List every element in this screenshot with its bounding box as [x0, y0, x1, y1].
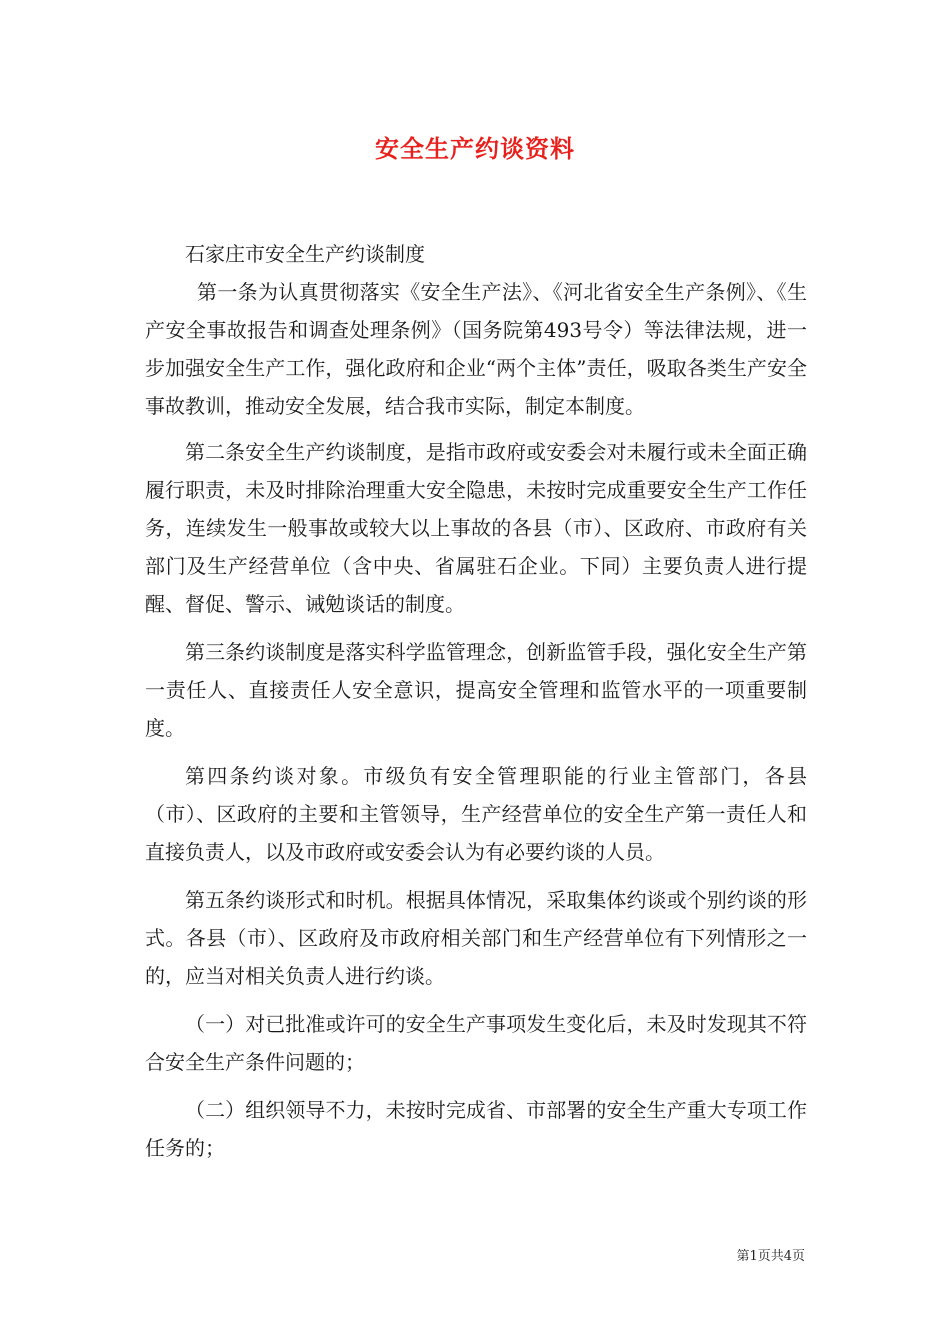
article-5-paragraph: 第五条约谈形式和时机。根据具体情况，采取集体约谈或个别约谈的形式。各县（市）、区政府及市政府相关部门和生产经营单位有下列情形之一的，应当对相关负责人进行约谈。: [145, 888, 807, 988]
article-1-paragraph: 第一条为认真贯彻落实《安全生产法》、《河北省安全生产条例》、《生产安全事故报告和调查处理条例》（国务院第493号令）等法律法规，进一步加强安全生产工作，强化政府和企业“两个主体”责任，吸取各类生产安全事故教训，推动安全发展，结合我市实际，制定本制度。: [145, 280, 807, 418]
list-item-1: （一）对已批准或许可的安全生产事项发生变化后，未及时发现其不符合安全生产条件问题的；: [145, 1012, 807, 1074]
page-number: 第1页共4页: [736, 1249, 805, 1264]
article-2-paragraph: 第二条安全生产约谈制度，是指市政府或安委会对未履行或未全面正确履行职责，未及时排除治理重大安全隐患，未按时完成重要安全生产工作任务，连续发生一般事故或较大以上事故的各县（市）、区政府、市政府有关部门及生产经营单位（含中央、省属驻石企业。下同）主要负责人进行提醒、督促、警示、诫勉谈话的制度。: [145, 440, 807, 616]
document-body: [145, 235, 807, 1177]
document-title: 安全生产约谈资料: [375, 134, 575, 163]
article-4-paragraph: 第四条约谈对象。市级负有安全管理职能的行业主管部门，各县（市）、区政府的主要和主管领导，生产经营单位的安全生产第一责任人和直接负责人，以及市政府或安委会认为有必要约谈的人员。: [145, 764, 807, 864]
section-heading: 石家庄市安全生产约谈制度: [185, 242, 425, 266]
article-3-paragraph: 第三条约谈制度是落实科学监管理念，创新监管手段，强化安全生产第一责任人、直接责任人安全意识，提高安全管理和监管水平的一项重要制度。: [145, 640, 807, 740]
list-item-2: （二）组织领导不力，未按时完成省、市部署的安全生产重大专项工作任务的；: [145, 1098, 807, 1160]
